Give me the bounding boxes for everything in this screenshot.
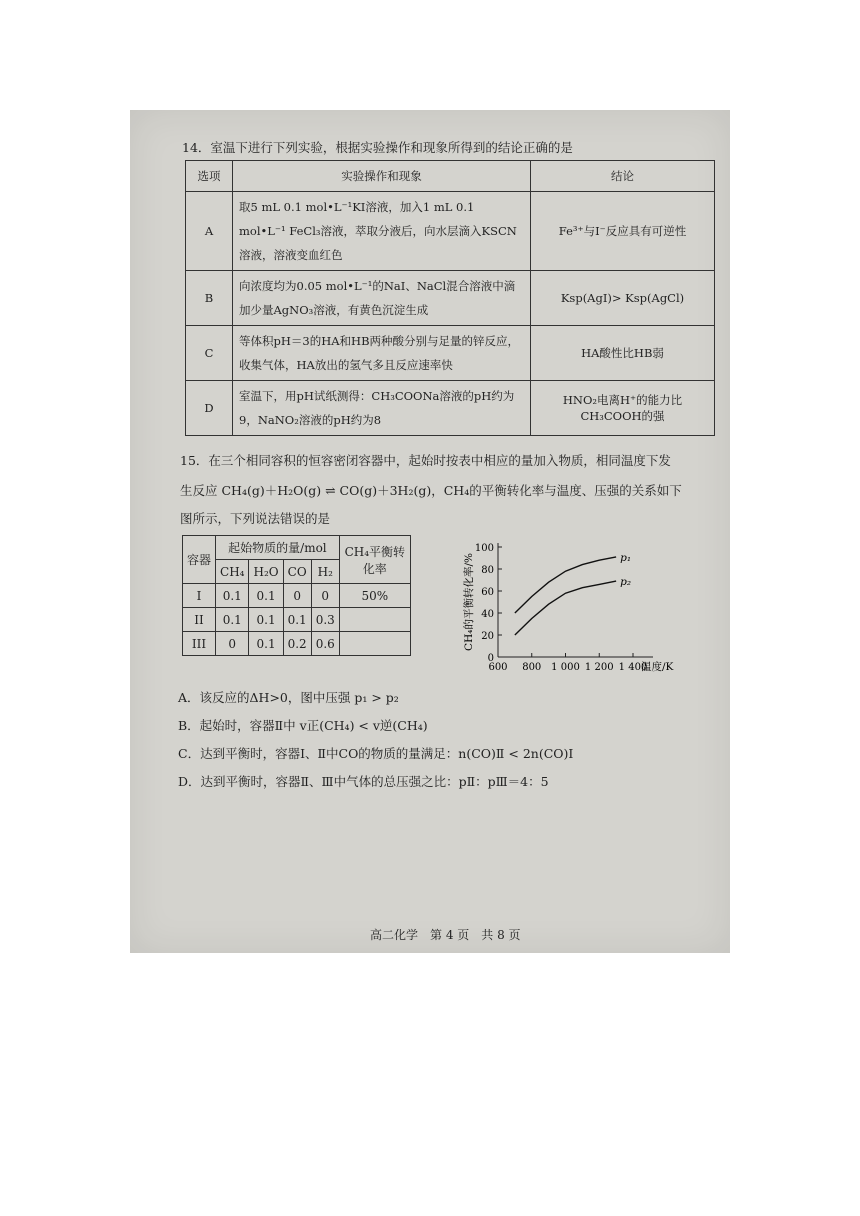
q15-cell: 0.1: [283, 608, 311, 632]
q15-stem-line2: 生反应 CH₄(g)＋H₂O(g) ⇌ CO(g)＋3H₂(g)，CH₄的平衡转化率与温度、压强的关系如下: [180, 483, 682, 498]
conversion-chart: [448, 535, 718, 685]
x-axis-title: 温度/K: [641, 661, 674, 673]
q14-conclusion: Fe³⁺与I⁻反应具有可逆性: [531, 192, 715, 271]
q15-option-a: A．该反应的ΔH>0，图中压强 p₁ > p₂: [178, 690, 399, 705]
x-tick-label: 600: [488, 662, 508, 673]
series-label-2: p₂: [620, 576, 632, 589]
q15-header-row: [183, 536, 411, 560]
y-tick-label: 20: [481, 631, 494, 642]
q14-option-label: C: [186, 326, 233, 381]
q15-cell: 0: [216, 632, 249, 656]
series-line-1: [515, 557, 616, 613]
q15-cell: 0.1: [249, 632, 283, 656]
q15-option-b: B．起始时，容器Ⅱ中 v正(CH₄) < v逆(CH₄): [178, 718, 428, 733]
q14-header-operation: 实验操作和现象: [233, 161, 531, 192]
x-tick-label: 1 200: [584, 662, 614, 673]
q15-conversion: 50%: [339, 584, 410, 608]
q14-header-row: [186, 161, 715, 192]
q15-option-c: C．达到平衡时，容器Ⅰ、Ⅱ中CO的物质的量满足：n(CO)Ⅱ < 2n(CO)Ⅰ: [178, 746, 574, 761]
q15-stem-line3: 图所示，下列说法错误的是: [180, 511, 331, 526]
q15-container-name: II: [183, 608, 216, 632]
q14-option-label: B: [186, 271, 233, 326]
q15-cell: 0.1: [216, 608, 249, 632]
q15-header-start: 起始物质的量/mol: [216, 536, 340, 560]
q14-stem: 14．室温下进行下列实验，根据实验操作和现象所得到的结论正确的是: [182, 140, 573, 155]
q15-species: CO: [283, 560, 311, 584]
q15-header-conversion: CH₄平衡转化率: [339, 536, 410, 584]
q14-conclusion: HA酸性比HB弱: [531, 326, 715, 381]
x-tick-label: 800: [522, 662, 542, 673]
y-tick-label: 80: [481, 565, 494, 576]
q14-operation: 等体积pH＝3的HA和HB两种酸分别与足量的锌反应，收集气体，HA放出的氢气多且反应速率快: [233, 326, 531, 381]
y-tick-label: 100: [474, 543, 494, 554]
q14-option-label: A: [186, 192, 233, 271]
q15-conversion: [339, 632, 410, 656]
q14-header-option: 选项: [186, 161, 233, 192]
q15-stem-line1: 15．在三个相同容积的恒容密闭容器中，起始时按表中相应的量加入物质，相同温度下发: [180, 453, 671, 468]
q14-conclusion: HNO₂电离H⁺的能力比CH₃COOH的强: [531, 381, 715, 436]
y-tick-label: 40: [481, 609, 494, 620]
page-footer: 高二化学 第 4 页 共 8 页: [370, 928, 521, 942]
q15-species: H₂: [311, 560, 339, 584]
q15-cell: 0.6: [311, 632, 339, 656]
q14-operation: 取5 mL 0.1 mol•L⁻¹KI溶液，加入1 mL 0.1 mol•L⁻¹ FeCl₃溶液，萃取分液后，向水层滴入KSCN溶液，溶液变血红色: [233, 192, 531, 271]
q15-cell: 0.1: [249, 584, 283, 608]
series-line-2: [515, 581, 616, 635]
q15-cell: 0.2: [283, 632, 311, 656]
y-axis-title: CH₄的平衡转化率/%: [463, 553, 475, 651]
q14-conclusion: Ksp(AgI)> Ksp(AgCl): [531, 271, 715, 326]
q15-cell: 0.3: [311, 608, 339, 632]
q14-row-a: [186, 192, 715, 271]
q14-header-conclusion: 结论: [531, 161, 715, 192]
q14-table: [185, 160, 715, 436]
q15-header-container: 容器: [183, 536, 216, 584]
q15-conversion: [339, 608, 410, 632]
exam-page: [130, 110, 730, 953]
q14-row-b: [186, 271, 715, 326]
q15-species: H₂O: [249, 560, 283, 584]
y-tick-label: 0: [487, 653, 494, 664]
q15-cell: 0.1: [249, 608, 283, 632]
q14-row-c: [186, 326, 715, 381]
x-tick-label: 1 400: [618, 662, 648, 673]
q14-row-d: [186, 381, 715, 436]
q15-cell: 0.1: [216, 584, 249, 608]
q15-table: [182, 535, 411, 656]
q14-operation: 向浓度均为0.05 mol•L⁻¹的NaI、NaCl混合溶液中滴加少量AgNO₃溶液，有黄色沉淀生成: [233, 271, 531, 326]
q15-option-d: D．达到平衡时，容器Ⅱ、Ⅲ中气体的总压强之比：pⅡ：pⅢ＝4：5: [178, 774, 549, 789]
q15-row-1: [183, 584, 411, 608]
q15-row-3: [183, 632, 411, 656]
series-label-1: p₁: [620, 551, 632, 564]
q15-container-name: I: [183, 584, 216, 608]
q14-operation: 室温下，用pH试纸测得：CH₃COONa溶液的pH约为9，NaNO₂溶液的pH约为8: [233, 381, 531, 436]
q14-option-label: D: [186, 381, 233, 436]
q15-row-2: [183, 608, 411, 632]
q15-container-name: III: [183, 632, 216, 656]
q15-cell: 0: [311, 584, 339, 608]
q15-species: CH₄: [216, 560, 249, 584]
x-tick-label: 1 000: [551, 662, 580, 673]
y-tick-label: 60: [481, 587, 494, 598]
q15-cell: 0: [283, 584, 311, 608]
